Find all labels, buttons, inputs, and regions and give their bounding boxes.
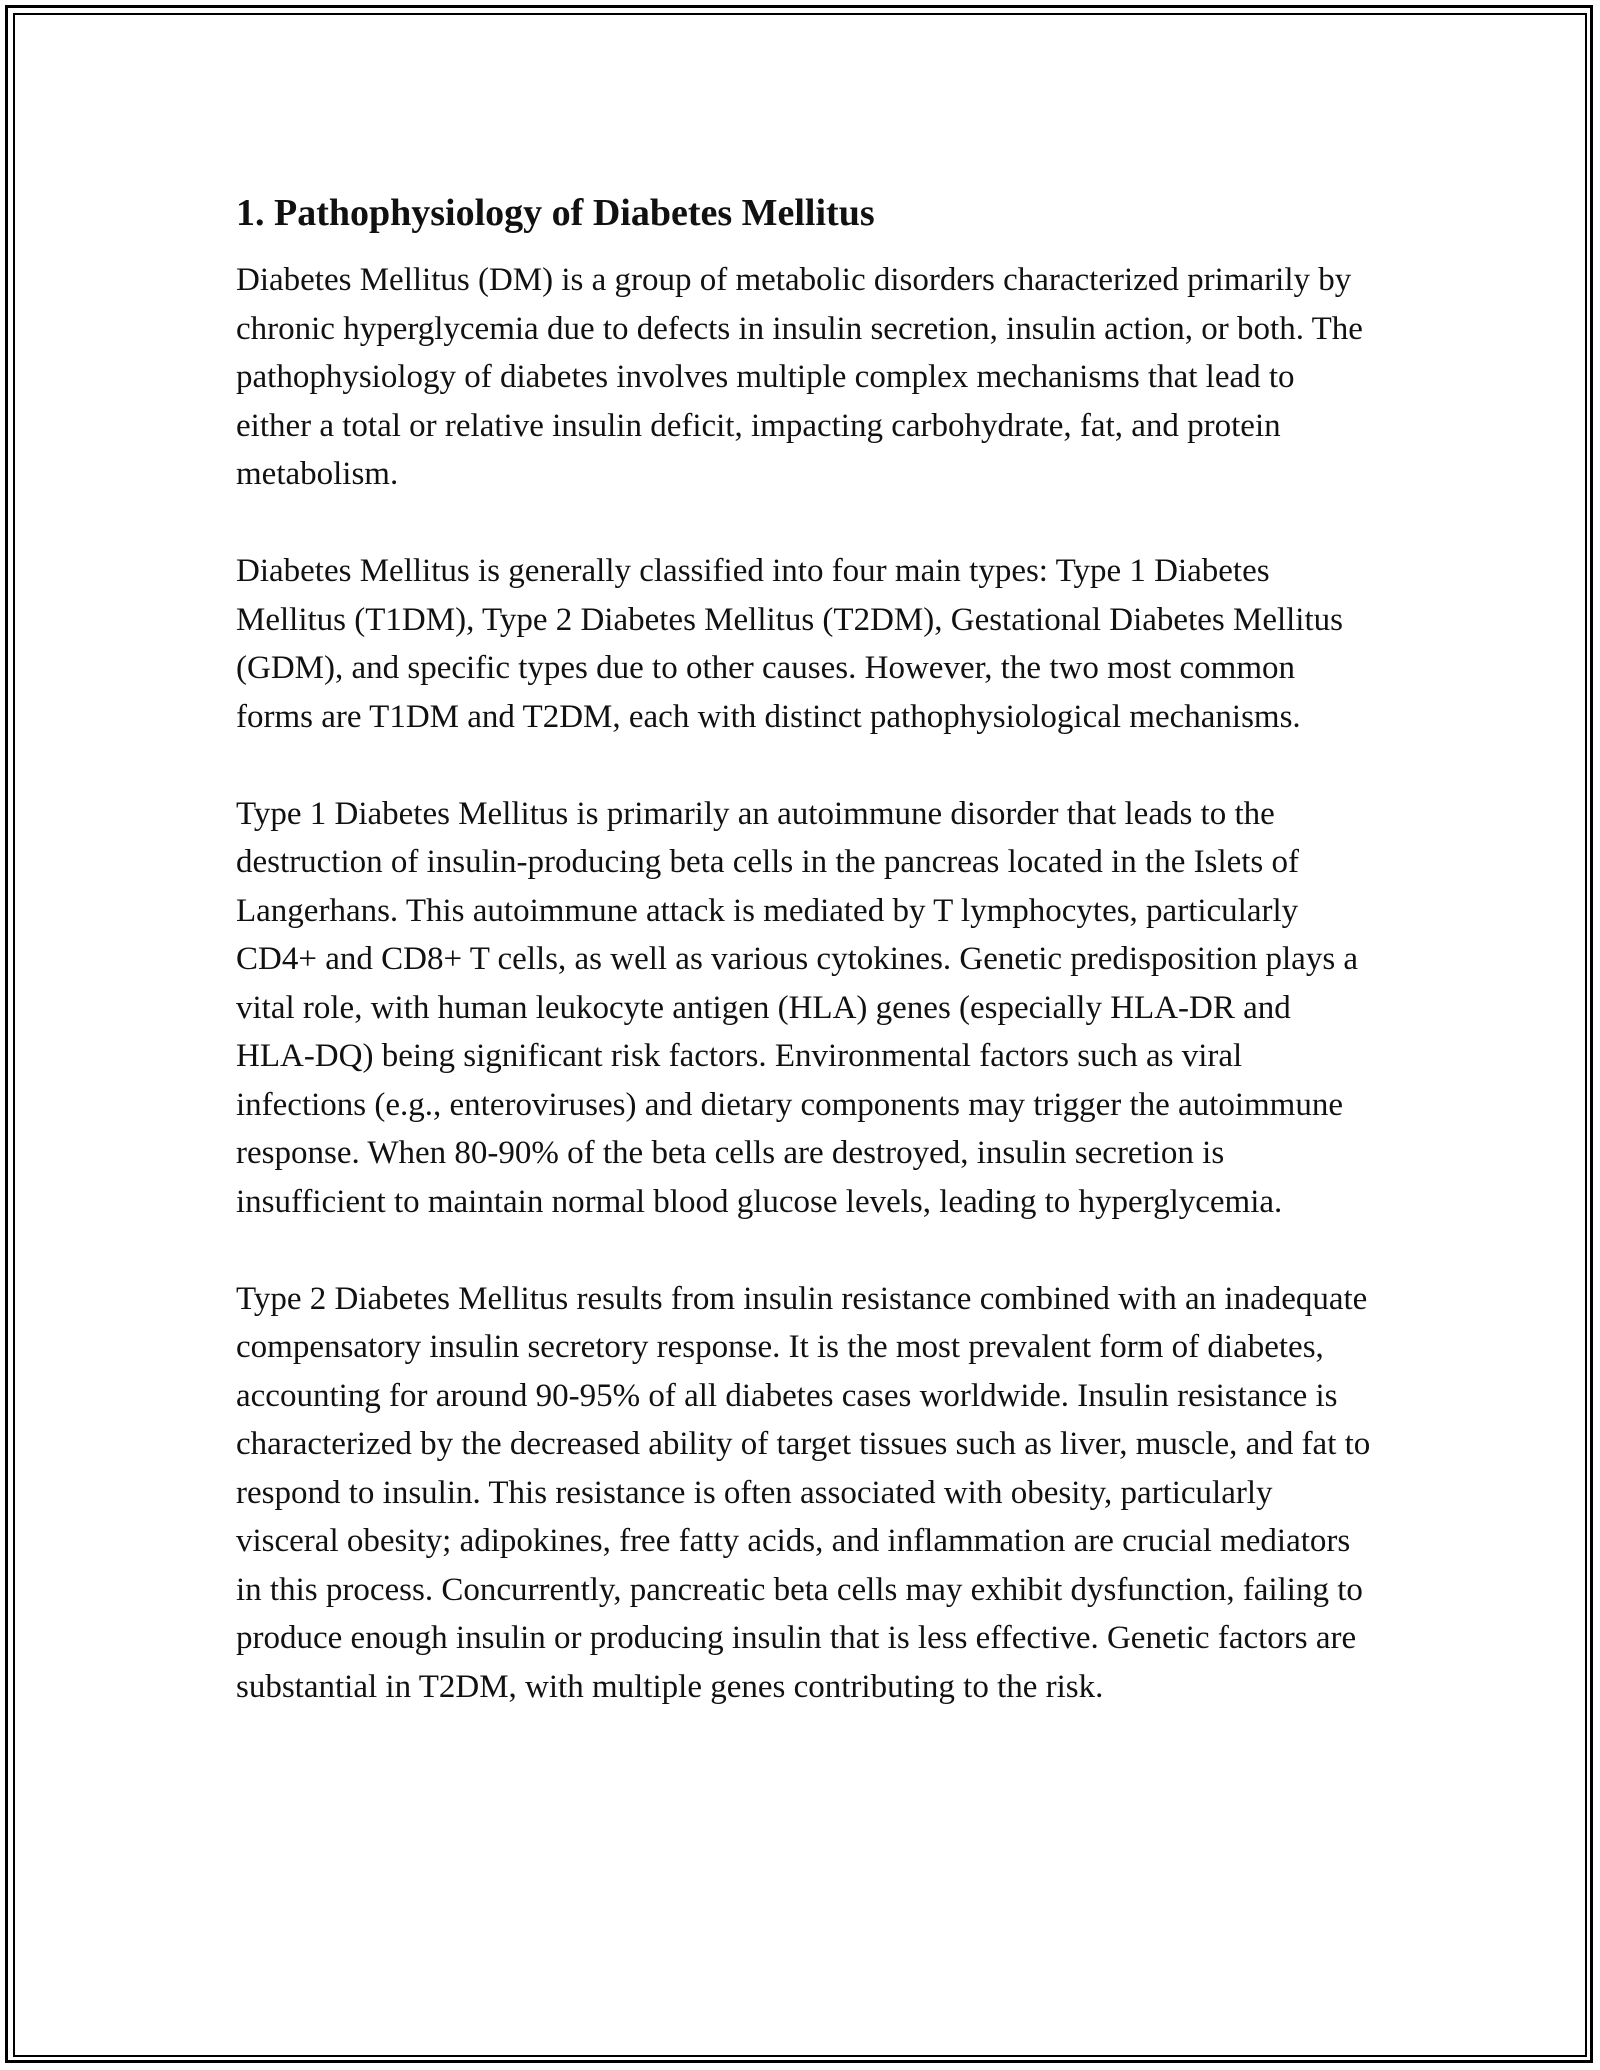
document-body: [236, 186, 1376, 1711]
paragraph-overview: Diabetes Mellitus (DM) is a group of metabolic disorders characterized primarily by chronic hyperglycemia due to defects in insulin secretion, insulin action, or both. The pathophysiology of diabetes involves multiple complex mechanisms that lead to either a total or relative insulin deficit, impacting carbohydrate, fat, and protein metabolism.: [236, 262, 1363, 492]
section-heading: 1. Pathophysiology of Diabetes Mellitus: [236, 192, 875, 234]
paragraph-classification: Diabetes Mellitus is generally classified into four main types: Type 1 Diabetes Mellitus (T1DM), Type 2 Diabetes Mellitus (T2DM), Gestational Diabetes Mellitus (GDM), and specific types due to other causes. However, the two most common forms are T1DM and T2DM, each with distinct pathophysiological mechanisms.: [236, 553, 1343, 735]
paragraph-type2: Type 2 Diabetes Mellitus results from insulin resistance combined with an inadequate compensatory insulin secretory response. It is the most prevalent form of diabetes, accounting for around 90-95% of all diabetes cases worldwide. Insulin resistance is characterized by the decreased ability of target tissues such as liver, muscle, and fat to respond to insulin. This resistance is often associated with obesity, particularly visceral obesity; adipokines, free fatty acids, and inflammation are crucial mediators in this process. Concurrently, pancreatic beta cells may exhibit dysfunction, failing to produce enough insulin or producing insulin that is less effective. Genetic factors are substantial in T2DM, with multiple genes contributing to the risk.: [236, 1280, 1371, 1705]
paragraph-type1: Type 1 Diabetes Mellitus is primarily an autoimmune disorder that leads to the destruction of insulin-producing beta cells in the pancreas located in the Islets of Langerhans. This autoimmune attack is mediated by T lymphocytes, particularly CD4+ and CD8+ T cells, as well as various cytokines. Genetic predisposition plays a vital role, with human leukocyte antigen (HLA) genes (especially HLA-DR and HLA-DQ) being significant risk factors. Environmental factors such as viral infections (e.g., enteroviruses) and dietary components may trigger the autoimmune response. When 80-90% of the beta cells are destroyed, insulin secretion is insufficient to maintain normal blood glucose levels, leading to hyperglycemia.: [236, 795, 1359, 1220]
